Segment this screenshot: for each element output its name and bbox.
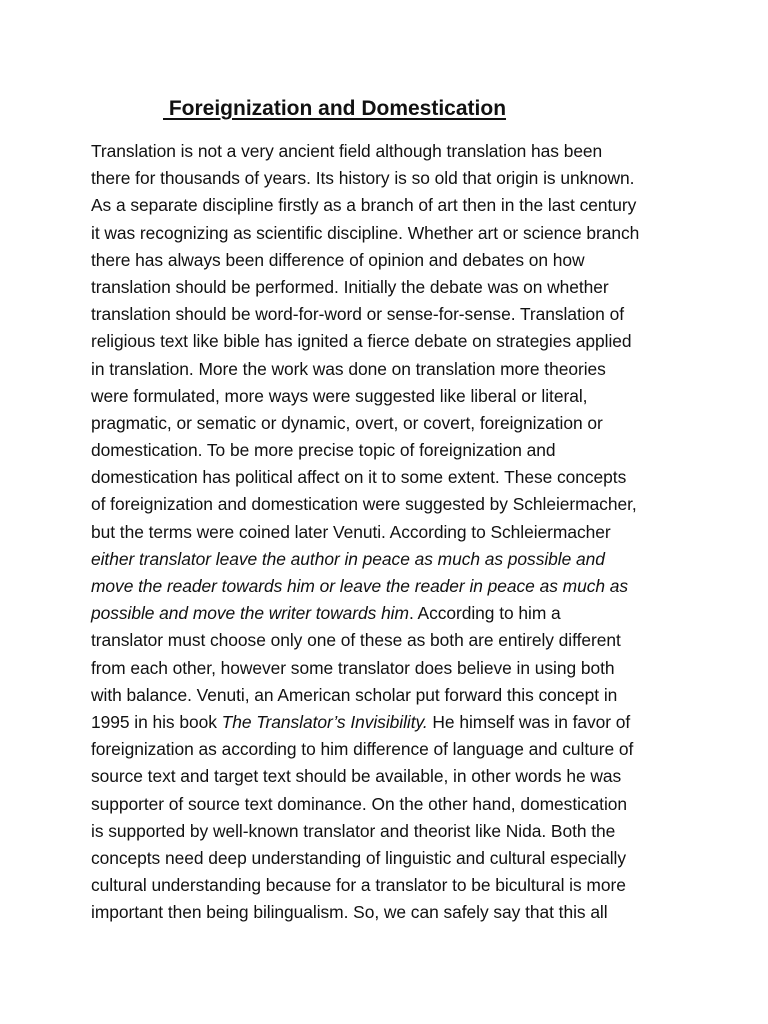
text-line	[91, 519, 691, 546]
text-segment: important then being bilingualism. So, we can safely say that this all	[91, 902, 608, 923]
text-segment: with balance. Venuti, an American scholar put forward this concept in	[91, 684, 618, 705]
italic-text-segment: The Translator’s Invisibility.	[221, 711, 428, 732]
text-segment: supporter of source text dominance. On the other hand, domestication	[91, 793, 628, 814]
text-line	[91, 247, 691, 274]
text-segment: pragmatic, or sematic or dynamic, overt, or covert, foreignization or	[91, 412, 603, 433]
text-line	[91, 627, 691, 654]
text-line	[91, 763, 691, 790]
text-segment: cultural understanding because for a translator to be bicultural is more	[91, 875, 626, 896]
text-line	[91, 573, 691, 600]
text-segment: translator must choose only one of these as both are entirely different	[91, 630, 621, 651]
text-segment: of foreignization and domestication were suggested by Schleiermacher,	[91, 494, 637, 515]
text-line	[91, 356, 691, 383]
text-line	[91, 709, 691, 736]
text-segment: He himself was in favor of	[427, 711, 631, 732]
italic-text-segment: possible and move the writer towards him	[91, 603, 409, 624]
text-line	[91, 491, 691, 518]
text-segment: . According to him a	[408, 603, 561, 624]
text-segment: foreignization as according to him difference of language and culture of	[91, 739, 634, 760]
text-line	[91, 546, 691, 573]
text-segment: domestication. To be more precise topic of foreignization and	[91, 440, 556, 461]
text-segment: it was recognizing as scientific discipline. Whether art or science branch	[91, 222, 640, 243]
text-segment: 1995 in his book	[91, 711, 222, 732]
text-line	[91, 165, 691, 192]
text-segment: were formulated, more ways were suggested like liberal or literal,	[91, 385, 588, 406]
text-segment: domestication has political affect on it to some extent. These concepts	[91, 467, 627, 488]
text-line	[91, 138, 691, 165]
text-segment: As a separate discipline firstly as a branch of art then in the last century	[91, 195, 637, 216]
text-line	[91, 437, 691, 464]
text-line	[91, 192, 691, 219]
text-line	[91, 600, 691, 627]
text-line	[91, 682, 691, 709]
text-line	[91, 383, 691, 410]
document-title: Foreignization and Domestication	[163, 97, 507, 120]
text-line	[91, 301, 691, 328]
text-line	[91, 736, 691, 763]
text-line	[91, 220, 691, 247]
text-segment: is supported by well-known translator and theorist like Nida. Both the	[91, 820, 616, 841]
text-line	[91, 872, 691, 899]
text-line	[91, 818, 691, 845]
text-segment: Translation is not a very ancient field although translation has been	[91, 141, 603, 161]
text-line	[91, 655, 691, 682]
text-line	[91, 899, 691, 926]
text-segment: there has always been difference of opinion and debates on how	[91, 249, 585, 270]
text-line	[91, 410, 691, 437]
text-segment: concepts need deep understanding of linguistic and cultural especially	[91, 847, 626, 868]
text-line	[91, 845, 691, 872]
text-segment: translation should be word-for-word or sense-for-sense. Translation of	[91, 304, 624, 325]
text-segment: in translation. More the work was done on translation more theories	[91, 358, 606, 379]
text-segment: religious text like bible has ignited a fierce debate on strategies applied	[91, 331, 632, 352]
text-segment: translation should be performed. Initially the debate was on whether	[91, 276, 609, 297]
text-segment: source text and target text should be available, in other words he was	[91, 766, 622, 787]
text-line	[91, 464, 691, 491]
text-line	[91, 328, 691, 355]
text-segment: there for thousands of years. Its history is so old that origin is unknown.	[91, 168, 635, 189]
text-segment: but the terms were coined later Venuti. According to Schleiermacher	[91, 521, 611, 542]
text-segment: from each other, however some translator does believe in using both	[91, 657, 615, 678]
italic-text-segment: either translator leave the author in peace as much as possible and	[91, 548, 605, 569]
text-line	[91, 791, 691, 818]
italic-text-segment: move the reader towards him or leave the reader in peace as much as	[91, 576, 629, 596]
text-line	[91, 274, 691, 301]
document-body	[91, 138, 691, 926]
